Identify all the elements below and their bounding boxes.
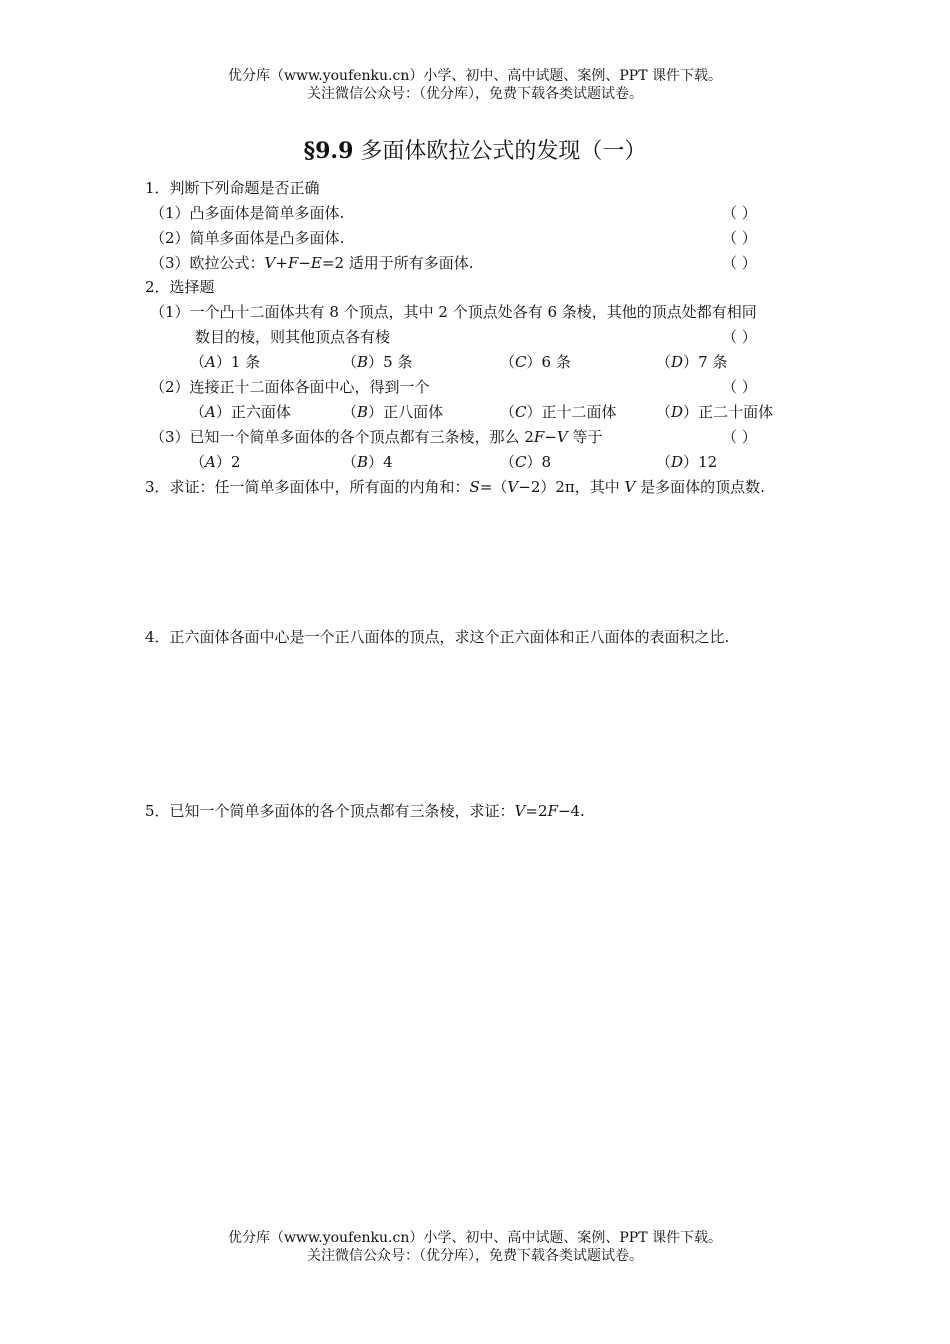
title-text: 多面体欧拉公式的发现（一） — [353, 139, 647, 164]
header-line-2: 关注微信公众号：（优分库），免费下载各类试题试卷。 — [307, 86, 643, 102]
q2-item-1-option-b: （B）5 条 — [342, 353, 413, 371]
q3-text: 3．求证：任一简单多面体中，所有面的内角和：S=（V−2）2π，其中 V 是多面体的顶点数. — [145, 478, 765, 496]
q2-item-1-option-c: （C）6 条 — [500, 353, 571, 371]
q2-item-2-option-b: （B）正八面体 — [342, 403, 444, 421]
q1-item-2: （2）简单多面体是凸多面体. — [150, 229, 345, 247]
q2-item-3-option-c: （C）8 — [500, 453, 552, 471]
q2-stem: 2．选择题 — [145, 278, 215, 296]
q4-text: 4．正六面体各面中心是一个正八面体的顶点，求这个正六面体和正八面体的表面积之比. — [145, 628, 730, 646]
footer-line-2: 关注微信公众号：（优分库），免费下载各类试题试卷。 — [307, 1248, 643, 1264]
header-line-1: 优分库（www.youfenku.cn）小学、初中、高中试题、案例、PPT 课件下载。 — [227, 68, 722, 84]
q2-item-2-blank: （ ） — [722, 378, 757, 396]
q2-item-1-option-a: （A）1 条 — [190, 353, 261, 371]
q1-item-1-blank: （ ） — [722, 204, 757, 222]
q2-item-3-option-b: （B）4 — [342, 453, 393, 471]
q2-item-1-line2: 数目的棱，则其他顶点各有棱 — [195, 328, 391, 346]
q2-item-3-line1: （3）已知一个简单多面体的各个顶点都有三条棱，那么 2F−V 等于 — [150, 428, 603, 446]
q1-item-3-post: =2 适用于所有多面体. — [321, 254, 474, 272]
q2-item-2-option-d: （D）正二十面体 — [656, 403, 774, 421]
q1-item-3-pre: （3）欧拉公式： — [150, 254, 265, 272]
footer-line-1: 优分库（www.youfenku.cn）小学、初中、高中试题、案例、PPT 课件下载。 — [227, 1230, 722, 1246]
q1-stem: 1．判断下列命题是否正确 — [145, 179, 320, 197]
q2-item-3-option-a: （A）2 — [190, 453, 241, 471]
euler-formula: V+F−E — [264, 254, 322, 272]
q1-item-1: （1）凸多面体是简单多面体. — [150, 204, 345, 222]
q1-item-3 — [150, 252, 474, 273]
q5-text: 5．已知一个简单多面体的各个顶点都有三条棱，求证：V=2F−4. — [145, 802, 585, 820]
page-title — [0, 134, 950, 165]
q2-item-1-line1: （1）一个凸十二面体共有 8 个顶点，其中 2 个顶点处各有 6 条棱，其他的顶点处都有相同 — [150, 303, 757, 321]
q1-item-3-blank: （ ） — [722, 254, 757, 272]
q2-item-3-option-d: （D）12 — [656, 453, 718, 471]
q2-item-2-option-a: （A）正六面体 — [190, 403, 291, 421]
q2-item-2-option-c: （C）正十二面体 — [500, 403, 617, 421]
q2-item-1-blank: （ ） — [722, 328, 757, 346]
q1-item-2-blank: （ ） — [722, 229, 757, 247]
section-number: §9.9 — [303, 138, 354, 164]
q2-item-3-blank: （ ） — [722, 428, 757, 446]
q2-item-1-option-d: （D）7 条 — [656, 353, 728, 371]
q2-item-2-line1: （2）连接正十二面体各面中心，得到一个 — [150, 378, 430, 396]
